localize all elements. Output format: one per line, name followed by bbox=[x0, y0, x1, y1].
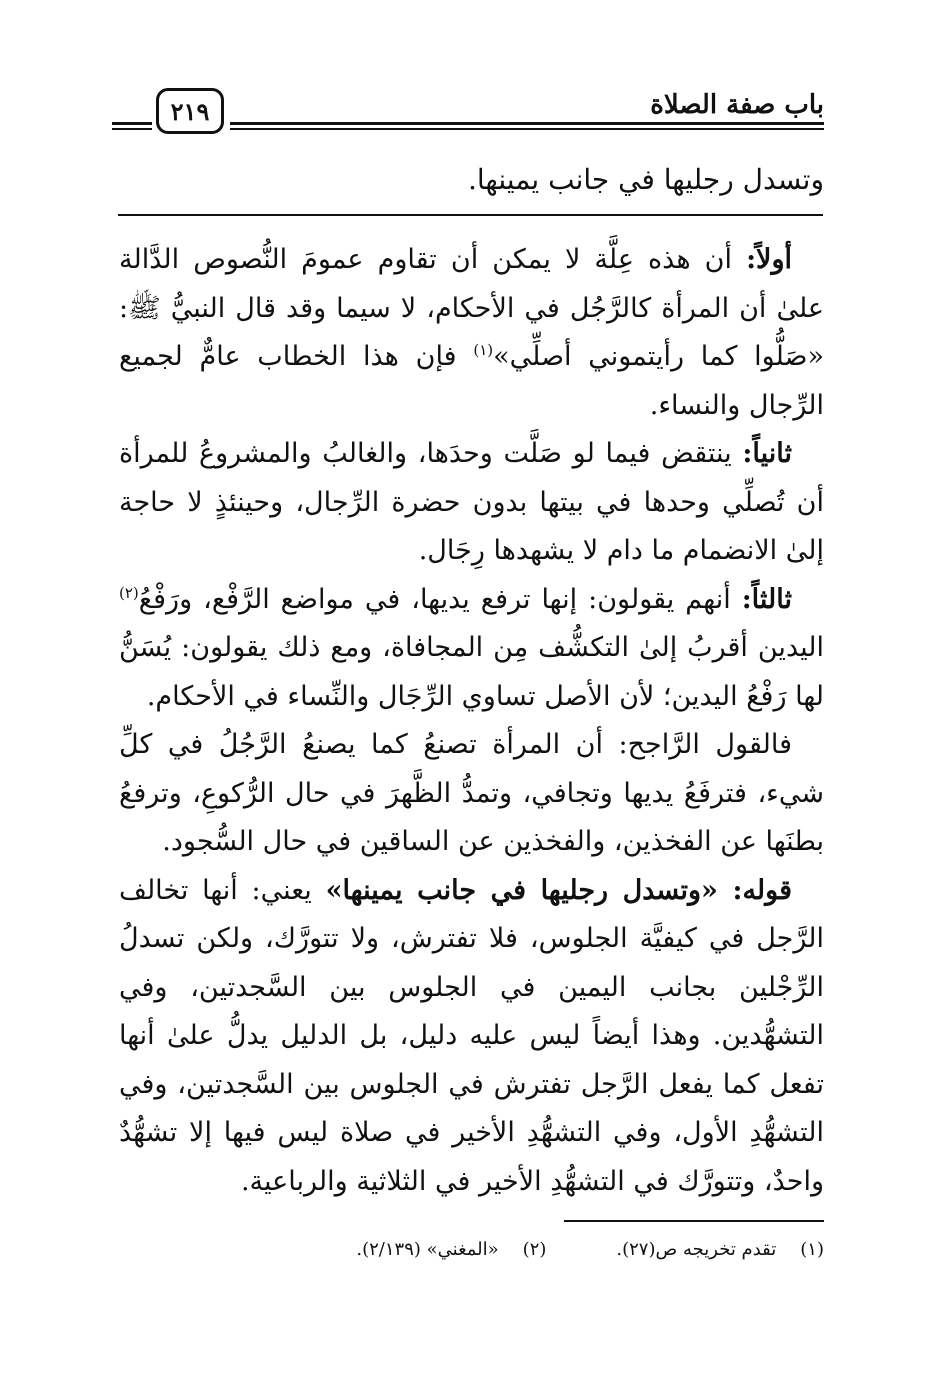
paragraph-text: فالقول الرَّاجح: أن المرأة تصنعُ كما يصنعُ الرَّجُلُ في كلِّ شيء، فترفَعُ يديها وتجافي، وتمدُّ الظَّهرَ في حال الرُّكوعِ، وترفعُ بطنَها عن الفخذين، والفخذين عن الساقين في حال السُّجود. bbox=[119, 729, 824, 857]
page-number: ٢١٩ bbox=[156, 88, 224, 134]
footnote-ref: (١) bbox=[473, 341, 494, 359]
footnote-text: تقدم تخريجه ص(٢٧). bbox=[616, 1239, 777, 1260]
footnote-separator bbox=[564, 1220, 824, 1222]
paragraph-text: أنهم يقولون: إنها ترفع يديها، في مواضع الرَّفْع، ورَفْعُ bbox=[138, 583, 742, 615]
paragraph-commentary bbox=[119, 867, 824, 1207]
paragraph-text: يعني: أنها تخالف الرَّجل في كيفيَّة الجلوس، فلا تفترش، ولا تتورَّك، ولكن تسدلُ الرِّجْلين بجانب اليمين في الجلوس بين السَّجدتين، وفي التشهُّدين. وهذا أيضاً ليس عليه دليل، بل الدليل يدلُّ علىٰ أنها تفعل كما يفعل الرَّجل تفترش في الجلوس بين السَّجدتين، وفي التشهُّدِ الأول، وفي التشهُّدِ الأخير في صلاة ليس فيها إلا تشهُّدٌ واحدٌ، وتتورَّك في التشهُّدِ الأخير في الثلاثية والرباعية. bbox=[119, 874, 824, 1197]
running-header bbox=[112, 82, 824, 142]
header-rule-left bbox=[112, 122, 152, 125]
header-rule-right-lower bbox=[230, 128, 824, 130]
footnote-ref: (٢) bbox=[119, 583, 139, 602]
paragraph-text: أن هذه عِلَّة لا يمكن أن تقاوم عمومَ النُّصوص الدَّالة علىٰ أن المرأة كالرَّجُل في الأحكام، لا سيما وقد قال النبيُّ ﷺ: «صَلُّوا كما رأيتموني أصلِّي» bbox=[119, 244, 824, 372]
footnotes bbox=[119, 1236, 824, 1264]
footnote-1 bbox=[616, 1236, 824, 1264]
footnote-text: «المغني» (٢/١٣٩). bbox=[356, 1239, 499, 1260]
paragraph-text: ينتقض فيما لو صَلَّت وحدَها، والغالبُ والمشروعُ للمرأة أن تُصلِّي وحدها في بيتها بدون حضرة الرِّجال، وحينئذٍ لا حاجة إلىٰ الانضمام ما دام لا يشهدها رِجَال. bbox=[119, 438, 824, 566]
paragraph-lead: أولاً: bbox=[746, 244, 792, 275]
paragraph-conclusion bbox=[119, 721, 824, 867]
chapter-title: باب صفة الصلاة bbox=[650, 90, 824, 120]
footnote-number: (٢) bbox=[522, 1239, 547, 1260]
footnote-number: (١) bbox=[800, 1239, 824, 1260]
matn-line: وتسدل رجليها في جانب يمينها. bbox=[468, 163, 824, 196]
paragraph-second bbox=[119, 430, 824, 576]
paragraph-third bbox=[119, 576, 824, 722]
footnote-2 bbox=[356, 1236, 546, 1264]
header-rule-right bbox=[230, 122, 824, 125]
header-rule-left-lower bbox=[112, 128, 152, 130]
quoted-matn: قوله: «وتسدل رجليها في جانب يمينها» bbox=[325, 874, 792, 906]
paragraph-first bbox=[119, 236, 824, 430]
paragraph-lead: ثانياً: bbox=[742, 438, 792, 469]
commentary-body bbox=[119, 236, 824, 1206]
paragraph-text-cont: اليدين أقربُ إلىٰ التكشُّف مِن المجافاة، ومع ذلك يقولون: يُسَنُّ لها رَفْعُ اليدين؛ لأن الأصل تساوي الرِّجَال والنِّساء في الأحكام. bbox=[119, 632, 824, 712]
matn-separator bbox=[118, 214, 823, 216]
paragraph-lead: ثالثاً: bbox=[741, 583, 792, 615]
paragraph-text-cont: فإن هذا الخطاب عامٌّ لجميع الرِّجال والنساء. bbox=[119, 341, 824, 421]
